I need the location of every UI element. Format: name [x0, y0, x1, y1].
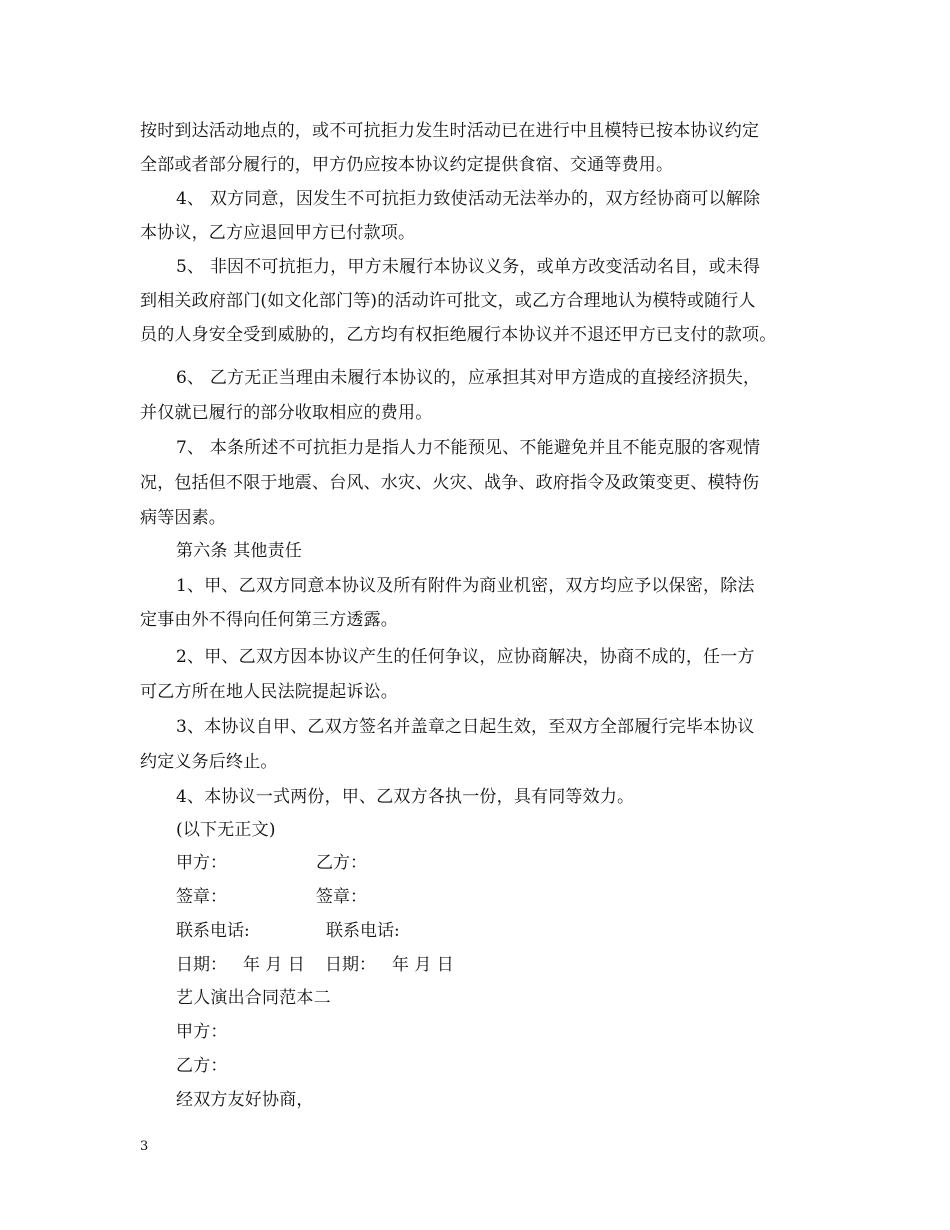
paragraph-line: 5、 非因不可抗拒力，甲方未履行本协议义务，或单方改变活动名目，或未得 — [176, 257, 761, 277]
date-a-parts: 年 月 日 — [243, 955, 305, 975]
paragraph-line: 况，包括但不限于地震、台风、水灾、火灾、战争、政府指令及政策变更、模特伤 — [140, 473, 760, 493]
paragraph-line: (以下无正文) — [176, 820, 276, 840]
date-b-label: 日期： — [325, 955, 376, 975]
party-b-line: 乙方： — [176, 1056, 228, 1076]
contract-title: 艺人演出合同范本二 — [176, 988, 331, 1008]
paragraph-line: 全部或者部分履行的，甲方仍应按本协议约定提供食宿、交通等费用。 — [140, 155, 674, 175]
phone-a-label: 联系电话: — [176, 921, 250, 941]
paragraph-line: 定事由外不得向任何第三方透露。 — [140, 610, 398, 630]
paragraph-line: 病等因素。 — [140, 508, 226, 528]
paragraph-line: 4、本协议一式两份，甲、乙双方各执一份，具有同等效力。 — [176, 787, 635, 807]
paragraph-line: 7、 本条所述不可抗拒力是指人力不能预见、不能避免并且不能克服的客观情 — [176, 438, 761, 458]
page-number: 3 — [140, 1139, 149, 1154]
paragraph-line: 本协议，乙方应退回甲方已付款项。 — [140, 223, 416, 243]
seal-b-label: 签章： — [316, 887, 367, 907]
paragraph-line: 并仅就已履行的部分收取相应的费用。 — [140, 403, 433, 423]
party-a-line: 甲方： — [176, 1022, 228, 1042]
section-heading: 第六条 其他责任 — [176, 541, 303, 561]
paragraph-line: 约定义务后终止。 — [140, 752, 278, 772]
party-b-label: 乙方： — [316, 853, 367, 873]
party-a-label: 甲方： — [176, 853, 227, 873]
paragraph-line: 经双方友好协商， — [176, 1090, 314, 1110]
paragraph-line: 可乙方所在地人民法院提起诉讼。 — [140, 682, 398, 702]
paragraph-line: 员的人身安全受到威胁的，乙方均有权拒绝履行本协议并不退还甲方已支付的款项。 — [140, 325, 777, 345]
paragraph-line: 4、 双方同意，因发生不可抗拒力致使活动无法举办的，双方经协商可以解除 — [176, 189, 761, 209]
date-b-parts: 年 月 日 — [392, 955, 454, 975]
date-a-label: 日期： — [176, 955, 227, 975]
paragraph-line: 到相关政府部门(如文化部门等)的活动许可批文，或乙方合理地认为模特或随行人 — [140, 291, 756, 311]
paragraph-line: 按时到达活动地点的，或不可抗拒力发生时活动已在进行中且模特已按本协议约定 — [140, 121, 760, 141]
phone-b-label: 联系电话: — [326, 921, 400, 941]
seal-a-label: 签章： — [176, 887, 227, 907]
paragraph-line: 3、本协议自甲、乙双方签名并盖章之日起生效，至双方全部履行完毕本协议 — [176, 717, 755, 737]
paragraph-line: 1、甲、乙双方同意本协议及所有附件为商业机密，双方均应予以保密，除法 — [176, 576, 755, 596]
paragraph-line: 6、 乙方无正当理由未履行本协议的，应承担其对甲方造成的直接经济损失， — [176, 368, 761, 388]
paragraph-line: 2、甲、乙双方因本协议产生的任何争议，应协商解决，协商不成的，任一方 — [176, 647, 755, 667]
